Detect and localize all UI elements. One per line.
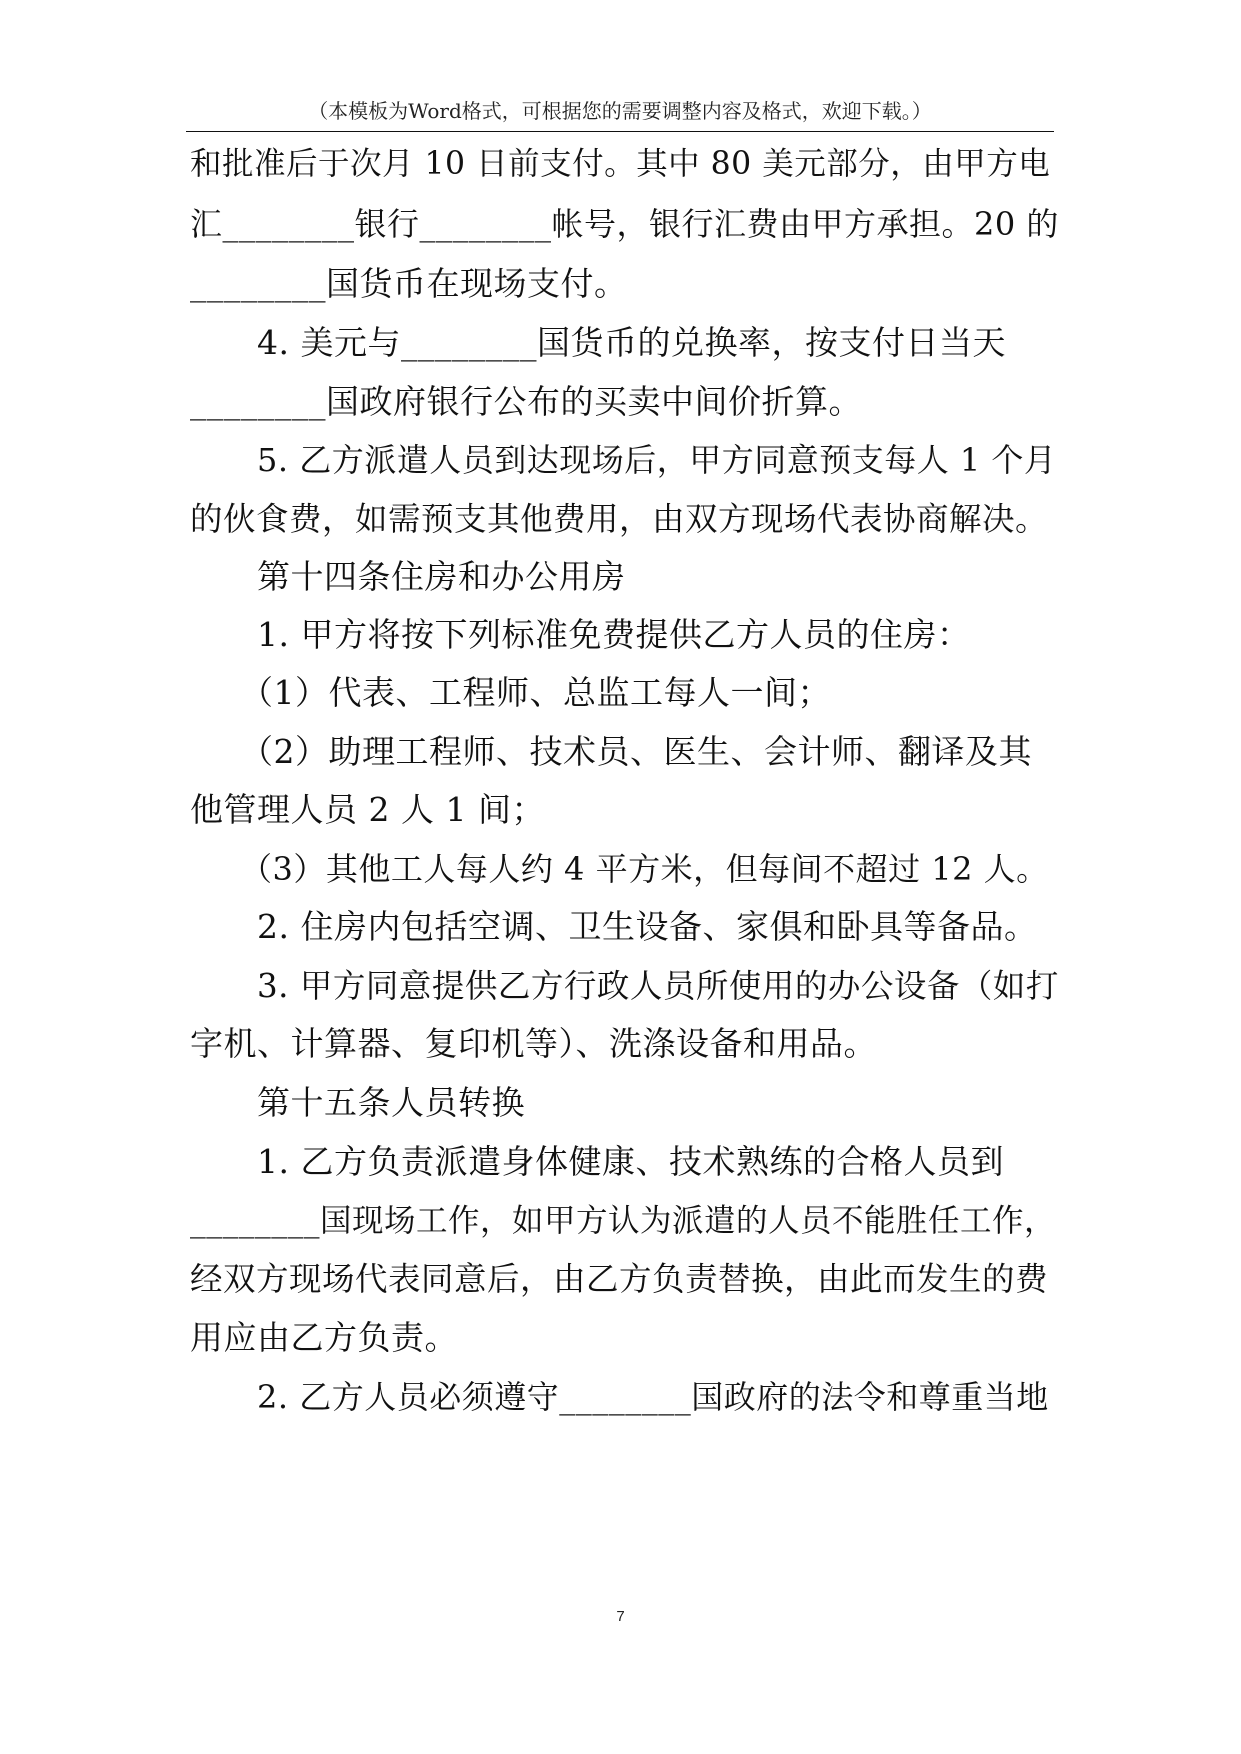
body-line: 4. 美元与________国货币的兑换率，按支付日当天 <box>257 323 1006 362</box>
body-line: 2. 乙方人员必须遵守________国政府的法令和尊重当地 <box>257 1378 1049 1416</box>
body-line: ________国政府银行公布的买卖中间价折算。 <box>190 382 862 421</box>
body-line: 的伙食费，如需预支其他费用，由双方现场代表协商解决。 <box>190 500 1049 538</box>
page-number: 7 <box>616 1608 625 1625</box>
body-line: （3）其他工人每人约 4 平方米，但每间不超过 12 人。 <box>240 850 1049 888</box>
body-line: 2. 住房内包括空调、卫生设备、家俱和卧具等备品。 <box>257 907 1038 946</box>
body-line: 用应由乙方负责。 <box>190 1318 458 1357</box>
body-line: 字机、计算器、复印机等）、洗涤设备和用品。 <box>190 1024 877 1063</box>
body-line: 和批准后于次月 10 日前支付。其中 80 美元部分，由甲方电 <box>190 146 1051 182</box>
header-note: （本模板为Word格式，可根据您的需要调整内容及格式，欢迎下载。） <box>308 99 932 123</box>
body-line: 3. 甲方同意提供乙方行政人员所使用的办公设备（如打 <box>257 967 1059 1005</box>
body-line: 5. 乙方派遣人员到达现场后，甲方同意预支每人 1 个月 <box>257 441 1057 479</box>
body-line: 他管理人员 2 人 1 间； <box>190 790 545 829</box>
body-line: 1. 乙方负责派遣身体健康、技术熟练的合格人员到 <box>257 1142 1004 1181</box>
section-heading: 第十五条人员转换 <box>257 1083 525 1122</box>
body-line: （1）代表、工程师、总监工每人一间； <box>240 673 831 712</box>
body-line: 经双方现场代表同意后，由乙方负责替换，由此而发生的费 <box>190 1260 1049 1298</box>
body-line: 汇________银行________帐号，银行汇费由甲方承担。20 的 <box>190 205 1059 243</box>
body-line: ________国现场工作，如甲方认为派遣的人员不能胜任工作， <box>190 1203 1057 1239</box>
section-heading: 第十四条住房和办公用房 <box>257 557 626 596</box>
body-line: 1. 甲方将按下列标准免费提供乙方人员的住房： <box>257 615 971 654</box>
body-line: （2）助理工程师、技术员、医生、会计师、翻译及其 <box>240 732 1032 771</box>
body-line: ________国货币在现场支付。 <box>190 264 628 303</box>
